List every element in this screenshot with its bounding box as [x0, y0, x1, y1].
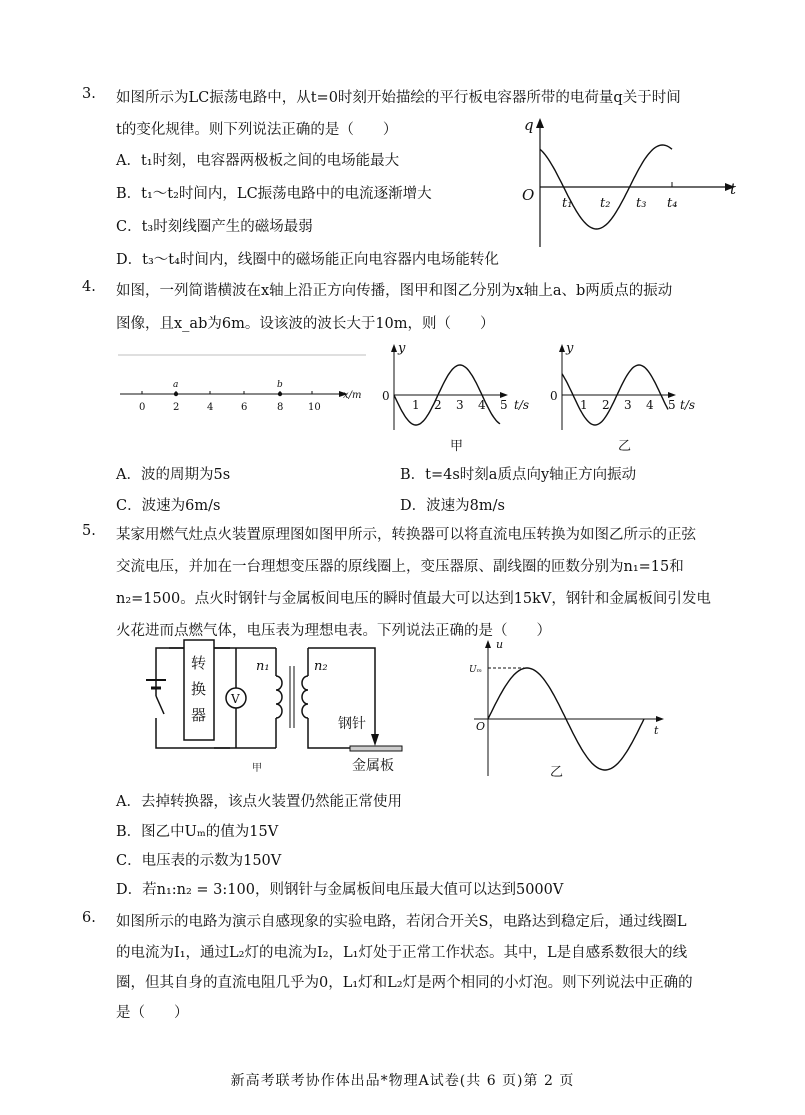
q6-stem-line1: 如图所示的电路为演示自感现象的实验电路，若闭合开关S，电路达到稳定后，通过线圈L: [116, 914, 687, 930]
q6-number: 6.: [82, 910, 96, 926]
q4-axis-label: x/m: [343, 390, 362, 401]
q4-jia-tick-1: 1: [412, 398, 420, 412]
q5-wave-yi: [464, 638, 674, 778]
q5-n2-label: n₂: [314, 659, 328, 674]
q4-jia-tick-4: 4: [478, 398, 486, 412]
q4-stem-line1: 如图，一列简谐横波在x轴上沿正方向传播，图甲和图乙分别为x轴上a、b两质点的振动: [116, 283, 673, 299]
q4-option-b: B．t=4s时刻a质点向y轴正方向振动: [400, 467, 637, 483]
q4-yi-tick-5: 5: [668, 398, 676, 412]
q4-tick-8: 8: [277, 402, 284, 413]
q4-jia-axis-t-outside: t/s: [514, 398, 530, 412]
q4-jia-tick-2: 2: [434, 398, 442, 412]
q4-jia-caption: 甲: [450, 439, 464, 454]
q6-stem-line3: 圈，但其自身的直流电阻几乎为0，L₁灯和L₂灯是两个相同的小灯泡。则下列说法中正确的: [116, 975, 693, 991]
q3-origin: O: [522, 186, 535, 204]
q4-jia-tick-5: 5: [500, 398, 508, 412]
q5-circuit-jia: [140, 636, 420, 781]
q3-tick-t4: t₄: [667, 196, 678, 211]
q4-yi-caption: 乙: [618, 439, 632, 454]
q5-jia-caption: 甲: [252, 763, 262, 774]
q3-option-c: C．t₃时刻线圈产生的磁场最弱: [116, 219, 313, 235]
q3-option-a: A．t₁时刻，电容器两极板之间的电场能最大: [116, 153, 400, 169]
q4-graph-jia: [378, 338, 508, 456]
q4-option-c: C．波速为6m/s: [116, 498, 221, 514]
q5-yi-caption: 乙: [550, 765, 564, 778]
q5-stem-line1: 某家用燃气灶点火装置原理图如图甲所示，转换器可以将直流电压转换为如图乙所示的正弦: [116, 527, 696, 543]
q4-yi-tick-1: 1: [580, 398, 588, 412]
q5-plate-label: 金属板: [352, 758, 394, 774]
q5-option-c: C．电压表的示数为150V: [116, 853, 282, 869]
q3-axis-q: q: [524, 116, 534, 134]
q4-tick-6: 6: [241, 402, 248, 413]
q6-stem-line2: 的电流为I₁，通过L₂灯的电流为I₂，L₁灯处于正常工作状态。其中，L是自感系数很大的线: [116, 945, 688, 961]
q4-yi-axis-t: t/s: [680, 398, 696, 412]
q4-yi-axis-y: y: [566, 341, 574, 356]
q4-point-b-label: b: [277, 380, 283, 390]
q5-option-a: A．去掉转换器，该点火装置仍然能正常使用: [116, 794, 402, 810]
q4-jia-axis-y: y: [398, 341, 406, 356]
q5-n1-label: n₁: [256, 659, 270, 674]
q4-jia-tick-3: 3: [456, 398, 464, 412]
q5-voltmeter-label: V: [231, 692, 240, 706]
q4-tick-10: 10: [308, 402, 321, 413]
q4-option-d: D．波速为8m/s: [400, 498, 505, 514]
q5-origin: O: [476, 720, 486, 733]
q5-converter-char2: 换: [191, 680, 207, 698]
q3-tick-t2: t₂: [600, 196, 611, 211]
q3-number: 3.: [82, 86, 96, 102]
q3-stem-line2: t的变化规律。则下列说法正确的是（ ）: [116, 122, 398, 138]
q5-stem-line2: 交流电压，并加在一台理想变压器的原线圈上，变压器原、副线圈的匝数分别为n₁=15和: [116, 559, 684, 575]
page-footer: 新高考联考协作体出品*物理A试卷(共 6 页)第 2 页: [230, 1073, 575, 1089]
q4-stem-line2: 图像，且x_ab为6m。设该波的波长大于10m，则（ ）: [116, 316, 495, 332]
q3-option-b: B．t₁～t₂时间内，LC振荡电路中的电流逐渐增大: [116, 186, 432, 202]
q5-option-d: D．若n₁:n₂ = 3:100，则钢针与金属板间电压最大值可以达到5000V: [116, 882, 564, 898]
q4-jia-zero: 0: [382, 389, 390, 403]
q5-axis-u: u: [496, 638, 504, 651]
q4-point-a-label: a: [173, 380, 179, 390]
q5-number: 5.: [82, 523, 96, 539]
q3-axis-t: t: [730, 180, 737, 198]
q5-stem-line3: n₂=1500。点火时钢针与金属板间电压的瞬时值最大可以达到15kV，钢针和金属板间引发电: [116, 591, 711, 607]
q5-needle-label: 钢针: [338, 716, 366, 732]
q4-yi-zero: 0: [550, 389, 558, 403]
q4-x-axis-figure: [118, 352, 368, 422]
q4-yi-tick-2: 2: [602, 398, 610, 412]
q3-tick-t3: t₃: [636, 196, 647, 211]
q3-tick-t1: t₁: [562, 196, 573, 211]
q5-um-label: Uₘ: [469, 665, 483, 675]
q3-stem-line1: 如图所示为LC振荡电路中，从t=0时刻开始描绘的平行板电容器所带的电荷量q关于时间: [116, 90, 681, 106]
q4-graph-yi: [546, 338, 676, 456]
q4-tick-2: 2: [173, 402, 180, 413]
q6-stem-line4: 是（ ）: [116, 1005, 189, 1021]
q4-yi-tick-3: 3: [624, 398, 632, 412]
q5-converter-char3: 器: [191, 706, 207, 724]
q4-tick-4: 4: [207, 402, 214, 413]
q5-converter-char1: 转: [191, 654, 207, 672]
q5-axis-t: t: [654, 724, 659, 737]
q5-stem-line4: 火花进而点燃气体，电压表为理想电表。下列说法正确的是（ ）: [116, 623, 551, 639]
q5-option-b: B．图乙中Uₘ的值为15V: [116, 824, 279, 840]
q4-yi-tick-4: 4: [646, 398, 654, 412]
q4-number: 4.: [82, 279, 96, 295]
q3-option-d: D．t₃～t₄时间内，线圈中的磁场能正向电容器内电场能转化: [116, 252, 499, 268]
q4-option-a: A．波的周期为5s: [116, 467, 231, 483]
q4-tick-0: 0: [139, 402, 146, 413]
q3-charge-time-graph: [510, 112, 750, 252]
